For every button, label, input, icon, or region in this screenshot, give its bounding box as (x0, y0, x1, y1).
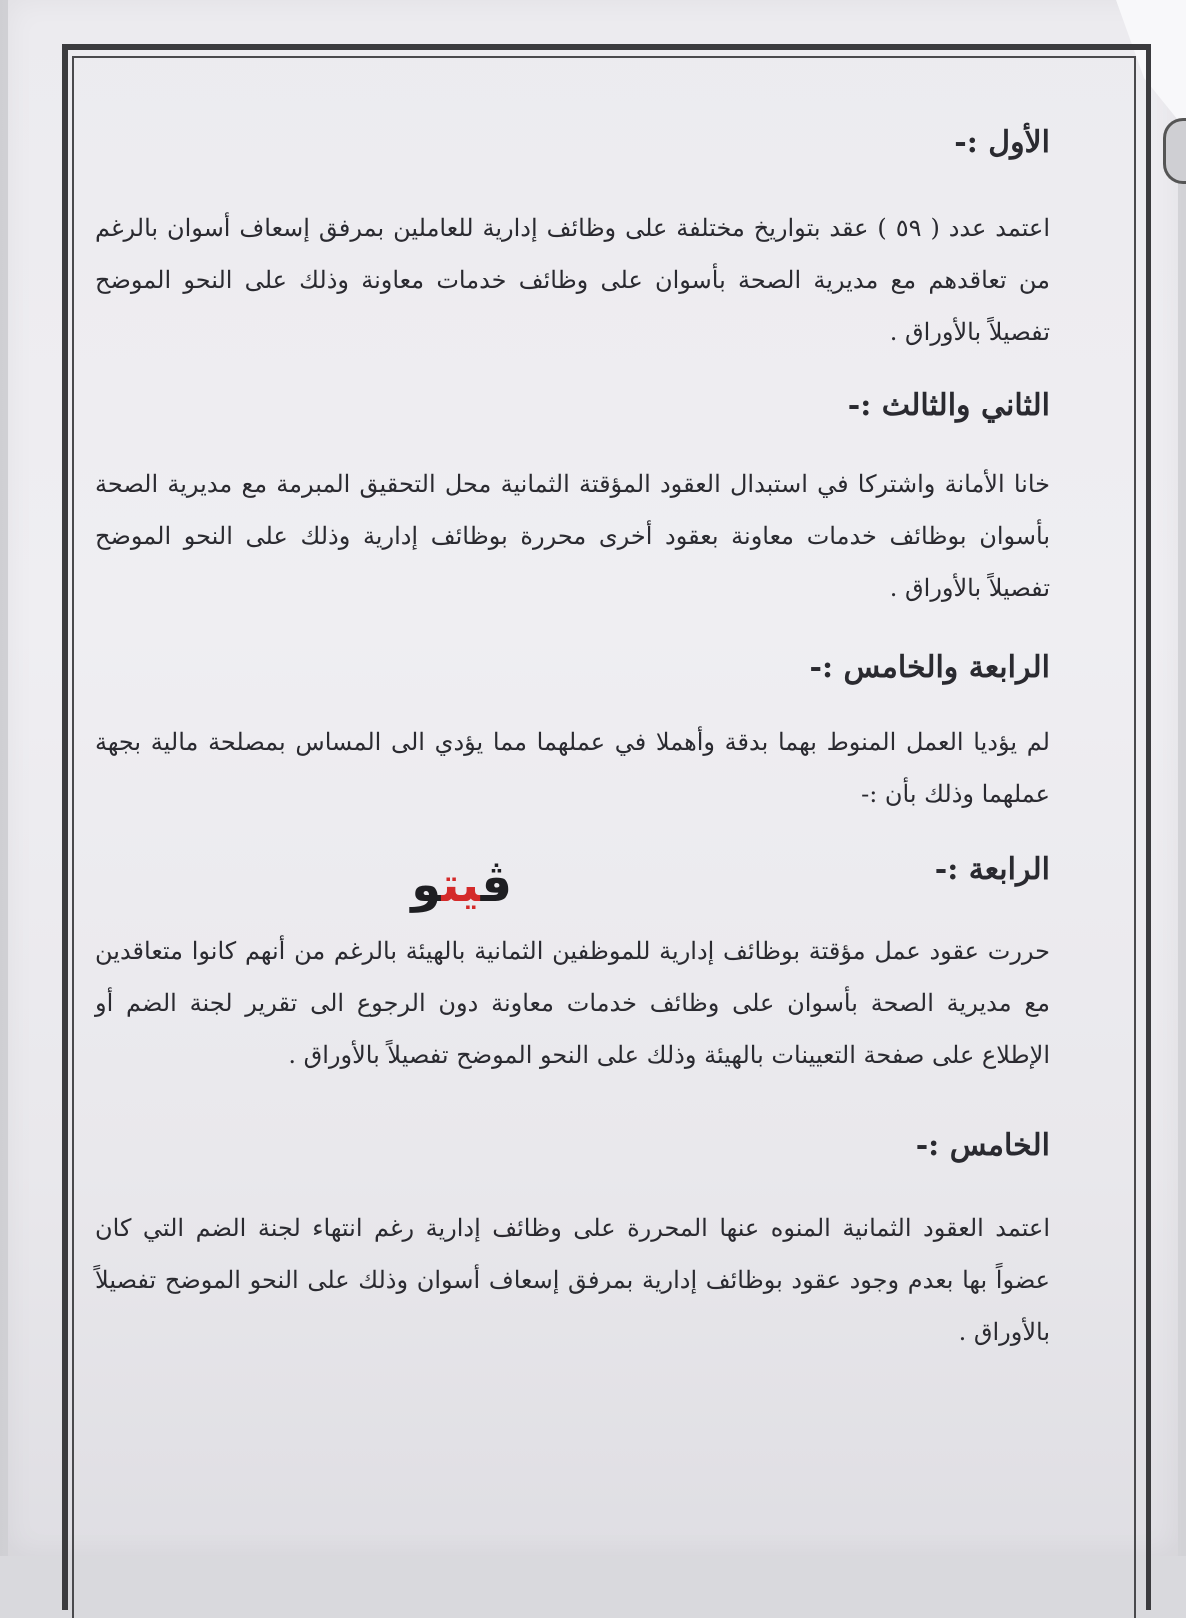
section-body-first: اعتمد عدد ( ٥٩ ) عقد بتواريخ مختلفة على وظائف إدارية للعاملين بمرفق إسعاف أسوان بالرغم من تعاقدهم مع مديرية الصحة بأسوان على وظائف خدمات معاونة وذلك على النحو الموضح تفصيلاً بالأوراق . (95, 214, 1051, 346)
section-heading-fourth: الرابعة :- (934, 852, 1050, 887)
section-heading-fifth: الخامس :- (915, 1128, 1050, 1163)
watermark-accent-letters: يت (441, 857, 481, 913)
watermark-letters: و (411, 857, 442, 913)
section-body-fourth-fifth: لم يؤديا العمل المنوط بهما بدقة وأهملا في عملهما مما يؤدي الى المساس بمصلحة مالية بجهة عملهما وذلك بأن :- (95, 728, 1050, 808)
section-heading-second-third: الثاني والثالث :- (847, 388, 1050, 423)
watermark-text (411, 857, 512, 913)
section-heading-first: الأول :- (954, 125, 1050, 160)
section-body-fifth: اعتمد العقود الثمانية المنوه عنها المحررة على وظائف إدارية رغم انتهاء لجنة الضم التي كان عضواً بها بعدم وجود عقود بوظائف إدارية بمرفق إسعاف أسوان وذلك على النحو الموضح تفصيلاً بالأوراق . (95, 1214, 1050, 1346)
section-body-second-third: خانا الأمانة واشتركا في استبدال العقود المؤقتة الثمانية محل التحقيق المبرمة مع مديرية الصحة بأسوان بوظائف خدمات معاونة بعقود أخرى محررة بوظائف إدارية وذلك على النحو الموضح تفصيلاً بالأوراق . (95, 470, 1050, 602)
watermark-letters: ڤ (480, 857, 512, 913)
vito-watermark-logo (362, 855, 512, 915)
section-body-fourth: حررت عقود عمل مؤقتة بوظائف إدارية للموظفين الثمانية بالهيئة بالرغم من أنهم كانوا متعاقدين مع مديرية الصحة بأسوان على وظائف خدمات معاونة دون الرجوع الى تقرير لجنة الضم أو الإطلاع على صفحة التعيينات بالهيئة وذلك على النحو الموضح تفصيلاً بالأوراق . (95, 937, 1050, 1069)
side-binder-mark (1163, 118, 1186, 184)
section-heading-fourth-fifth: الرابعة والخامس :- (809, 650, 1050, 685)
